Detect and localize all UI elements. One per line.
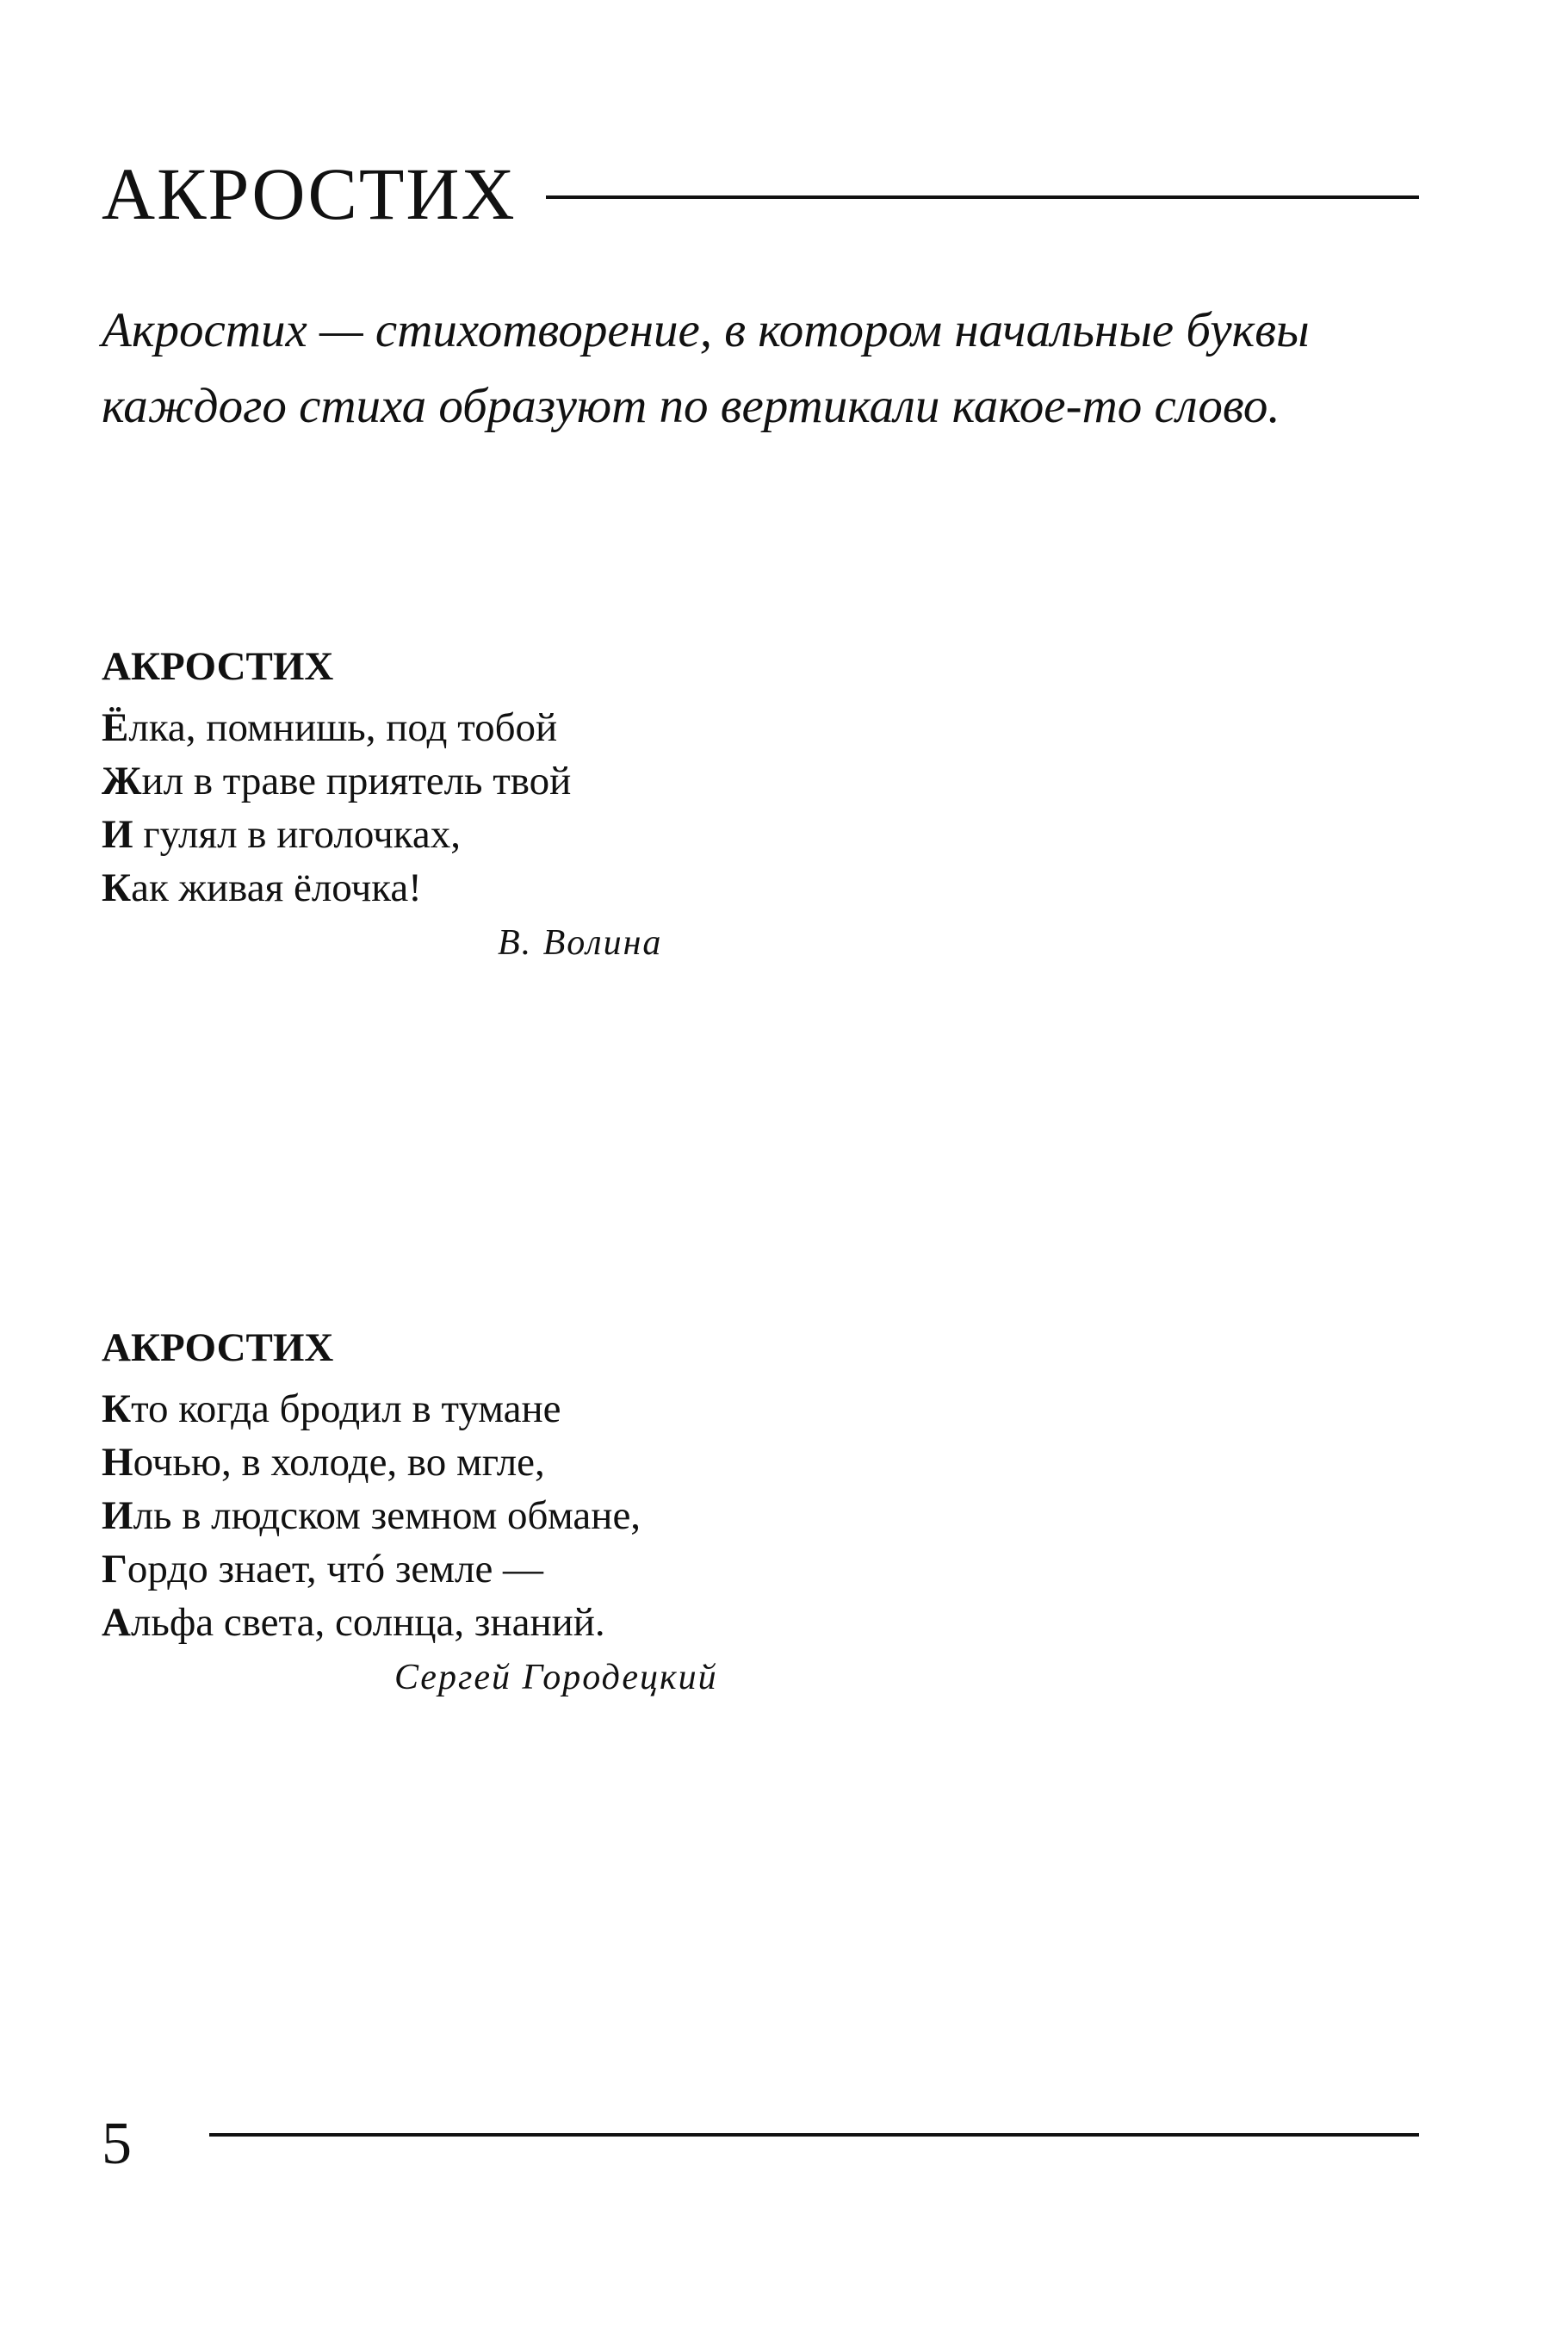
poem-line bbox=[102, 1542, 963, 1596]
poem-line-text: ордо знает, чтó земле — bbox=[127, 1547, 544, 1591]
definition-line: каждого стиха образуют по вертикали какое-то слово. bbox=[102, 379, 1280, 433]
poem-line bbox=[102, 1489, 963, 1542]
footer-rule bbox=[209, 2133, 1419, 2137]
definition bbox=[102, 293, 1445, 444]
poem-gorodetsky bbox=[102, 1320, 963, 1706]
poem-line-text: ак живая ёлочка! bbox=[131, 865, 422, 910]
poem-volina bbox=[102, 639, 963, 971]
poem-line-text: очью, в холоде, во мгле, bbox=[133, 1440, 545, 1485]
page-number: 5 bbox=[102, 2111, 132, 2177]
acrostic-letter: И bbox=[102, 1493, 133, 1538]
poem-line bbox=[102, 808, 963, 861]
poem-heading: АКРОСТИХ bbox=[102, 644, 334, 689]
acrostic-letter: К bbox=[102, 865, 132, 910]
acrostic-letter: Ж bbox=[102, 759, 142, 803]
poem-author: В. Волина bbox=[498, 923, 663, 963]
acrostic-letter: Н bbox=[102, 1440, 133, 1485]
poem-heading: АКРОСТИХ bbox=[102, 1325, 334, 1370]
poem-line-text: ил в траве приятель твой bbox=[141, 759, 572, 803]
acrostic-letter: Ё bbox=[102, 705, 129, 750]
poem-line bbox=[102, 754, 963, 808]
acrostic-letter: Г bbox=[102, 1547, 127, 1591]
acrostic-letter: К bbox=[102, 1386, 132, 1431]
page-header bbox=[102, 146, 1419, 241]
page-footer bbox=[102, 2101, 1419, 2187]
poem-line bbox=[102, 861, 963, 915]
poem-author: Сергей Городецкий bbox=[394, 1658, 718, 1697]
poem-line bbox=[102, 701, 963, 754]
poem-line bbox=[102, 1436, 963, 1489]
definition-line: Акростих — стихотворение, в котором начальные буквы bbox=[102, 303, 1310, 357]
header-rule bbox=[546, 195, 1419, 199]
acrostic-letter: И bbox=[102, 812, 133, 857]
poem-line-text: лка, помнишь, под тобой bbox=[128, 705, 558, 750]
acrostic-letter: А bbox=[102, 1600, 131, 1645]
poem-line-text: гулял в иголочках, bbox=[133, 812, 461, 857]
poem-line-text: льфа света, солнца, знаний. bbox=[130, 1600, 605, 1645]
poem-line bbox=[102, 1382, 963, 1436]
poem-line-text: ль в людском земном обмане, bbox=[133, 1493, 641, 1538]
poem-line-text: то когда бродил в тумане bbox=[131, 1386, 561, 1431]
poem-line bbox=[102, 1596, 963, 1649]
page-title: АКРОСТИХ bbox=[102, 152, 517, 235]
